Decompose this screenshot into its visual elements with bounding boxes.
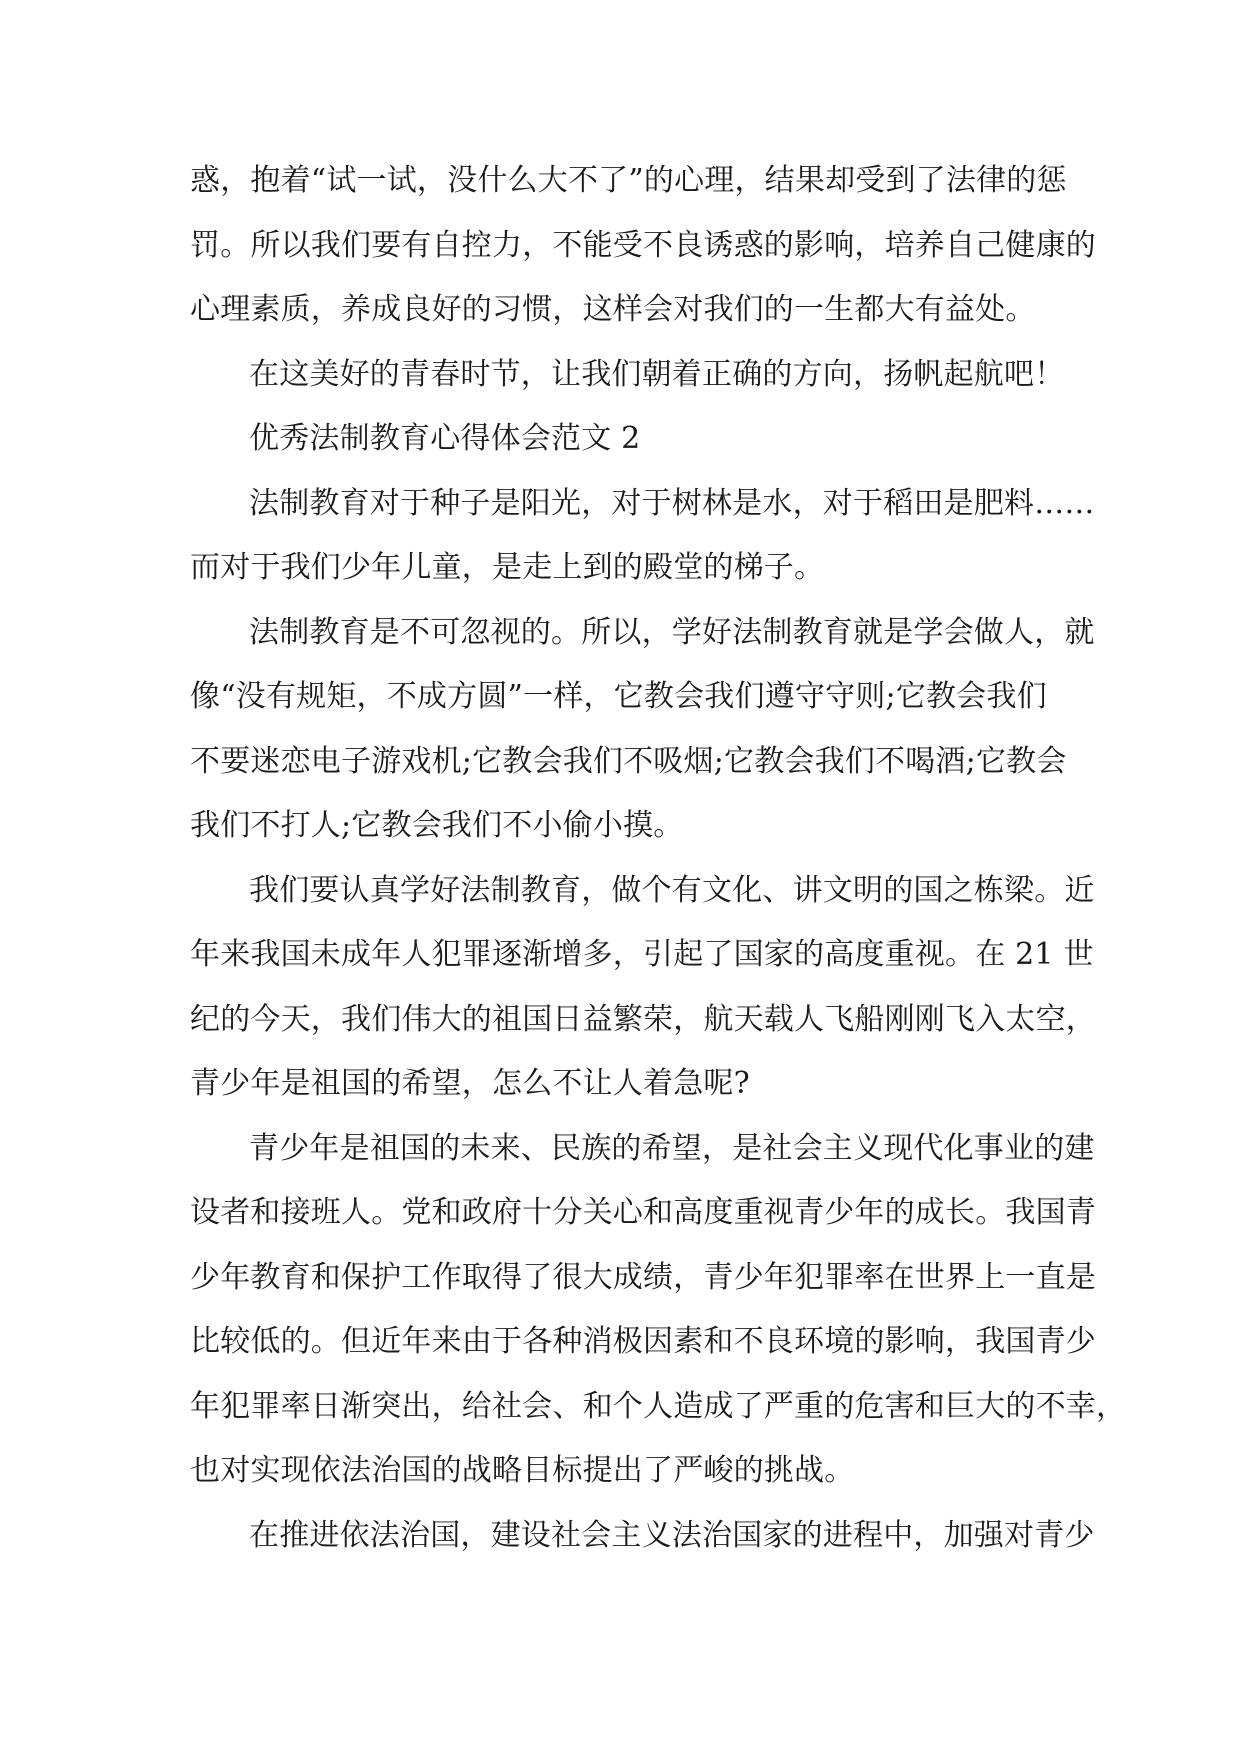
- text-line: 纪的今天，我们伟大的祖国日益繁荣，航天载人飞船刚刚飞入太空，: [190, 1001, 1096, 1037]
- paragraph-first-line: 在这美好的青春时节，让我们朝着正确的方向，扬帆起航吧！: [249, 356, 1065, 392]
- text-line: 而对于我们少年儿童，是走上到的殿堂的梯子。: [190, 550, 825, 585]
- text-line: 青少年是祖国的希望，怎么不让人着急呢?: [190, 1066, 750, 1101]
- text-line: 年来我国未成年人犯罪逐渐增多，引起了国家的高度重视。在 21 世: [190, 937, 1094, 972]
- text-line: 比较低的。但近年来由于各种消极因素和不良环境的影响，我国青少: [190, 1324, 1096, 1359]
- text-line: 也对实现依法治国的战略目标提出了严峻的挑战。: [190, 1453, 855, 1488]
- text-line: 不要迷恋电子游戏机;它教会我们不吸烟;它教会我们不喝酒;它教会: [190, 743, 1067, 779]
- text-line: 少年教育和保护工作取得了很大成绩，青少年犯罪率在世界上一直是: [190, 1259, 1096, 1295]
- text-line: 年犯罪率日渐突出，给社会、和个人造成了严重的危害和巨大的不幸，: [190, 1388, 1127, 1424]
- paragraph-first-line: 法制教育是不可忽视的。所以，学好法制教育就是学会做人，就: [249, 614, 1095, 650]
- section-heading: 优秀法制教育心得体会范文 2: [249, 421, 641, 456]
- text-line: 惑，抱着“试一试，没什么大不了”的心理，结果却受到了法律的惩: [190, 163, 1067, 198]
- text-line: 我们不打人;它教会我们不小偷小摸。: [190, 808, 684, 843]
- document-body: [190, 149, 1127, 1568]
- text-line: 罚。所以我们要有自控力，不能受不良诱惑的影响，培养自己健康的: [190, 227, 1096, 263]
- paragraph-first-line: 在推进依法治国，建设社会主义法治国家的进程中，加强对青少: [249, 1517, 1095, 1553]
- text-line: 像“没有规矩，不成方圆”一样，它教会我们遵守守则;它教会我们: [190, 679, 1047, 714]
- text-line: 设者和接班人。党和政府十分关心和高度重视青少年的成长。我国青: [190, 1195, 1096, 1230]
- paragraph-first-line: 我们要认真学好法制教育，做个有文化、讲文明的国之栋梁。近: [249, 872, 1095, 908]
- text-line: 心理素质，养成良好的习惯，这样会对我们的一生都大有益处。: [190, 292, 1036, 327]
- paragraph-first-line: 青少年是祖国的未来、民族的希望，是社会主义现代化事业的建: [249, 1130, 1095, 1166]
- paragraph-first-line: 法制教育对于种子是阳光，对于树林是水，对于稻田是肥料……: [249, 485, 1095, 521]
